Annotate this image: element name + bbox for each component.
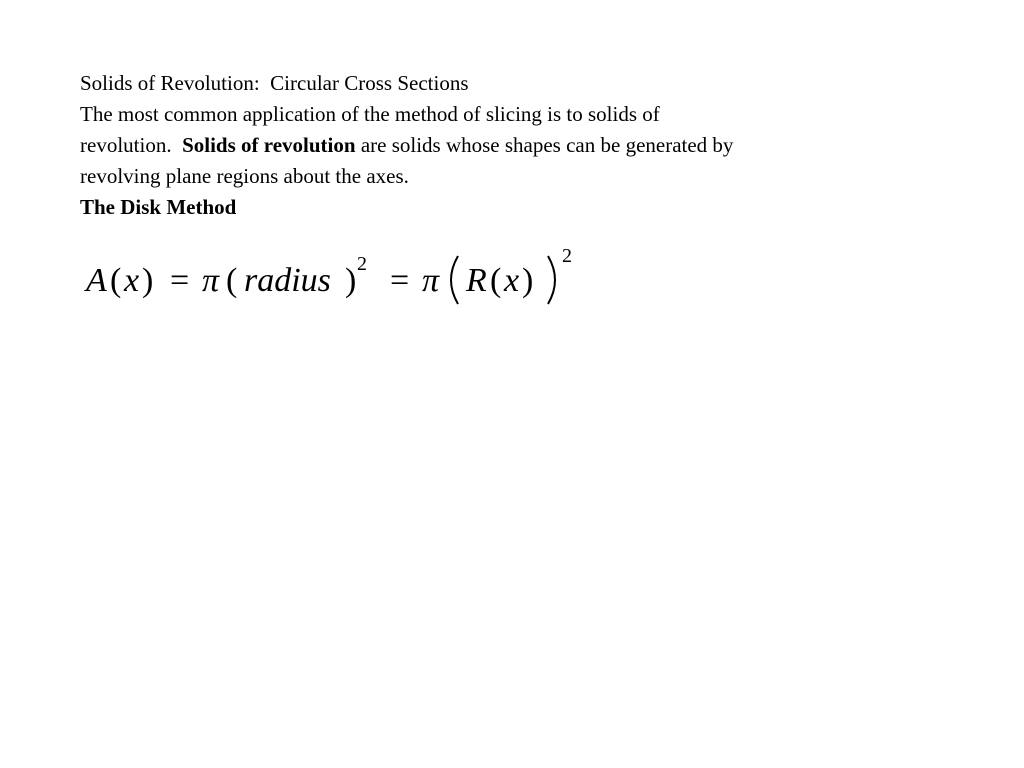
equals-2: = — [390, 262, 410, 299]
big-close-paren — [548, 256, 555, 304]
equals-1: = — [170, 262, 190, 299]
big-open-paren — [451, 256, 458, 304]
subheading-disk-method: The Disk Method — [80, 195, 237, 219]
slide-heading: Solids of Revolution: Circular Cross Sections — [80, 71, 469, 95]
paragraph-line-1: The most common application of the method of slicing is to solids of — [80, 102, 660, 126]
radius-open-paren: ( — [226, 262, 238, 299]
rhs-close-paren: ) — [522, 262, 534, 299]
term-solids-of-revolution: Solids of revolution — [182, 133, 356, 157]
text-block — [80, 68, 900, 223]
formula-svg — [84, 240, 684, 320]
rhs-open-paren: ( — [490, 262, 502, 299]
pi-symbol-2: π — [422, 262, 440, 299]
lhs-close-paren: ) — [142, 262, 154, 299]
lhs-function: A — [86, 262, 107, 299]
disk-method-formula — [84, 240, 684, 320]
paragraph-line-2-prefix: revolution. — [80, 133, 183, 157]
radius-word: radius — [244, 262, 331, 299]
paragraph-line-3: revolving plane regions about the axes. — [80, 164, 409, 188]
exponent-2: 2 — [562, 245, 572, 267]
pi-symbol-1: π — [202, 262, 220, 299]
paragraph-line-2 — [80, 130, 900, 161]
rhs-function: R — [466, 262, 487, 299]
rhs-variable: x — [504, 262, 520, 299]
radius-close-paren: ) — [345, 262, 357, 299]
paragraph-line-2-suffix: are solids whose shapes can be generated by — [355, 133, 734, 157]
lhs-open-paren: ( — [110, 262, 122, 299]
exponent-1: 2 — [357, 253, 367, 275]
lhs-variable: x — [124, 262, 140, 299]
